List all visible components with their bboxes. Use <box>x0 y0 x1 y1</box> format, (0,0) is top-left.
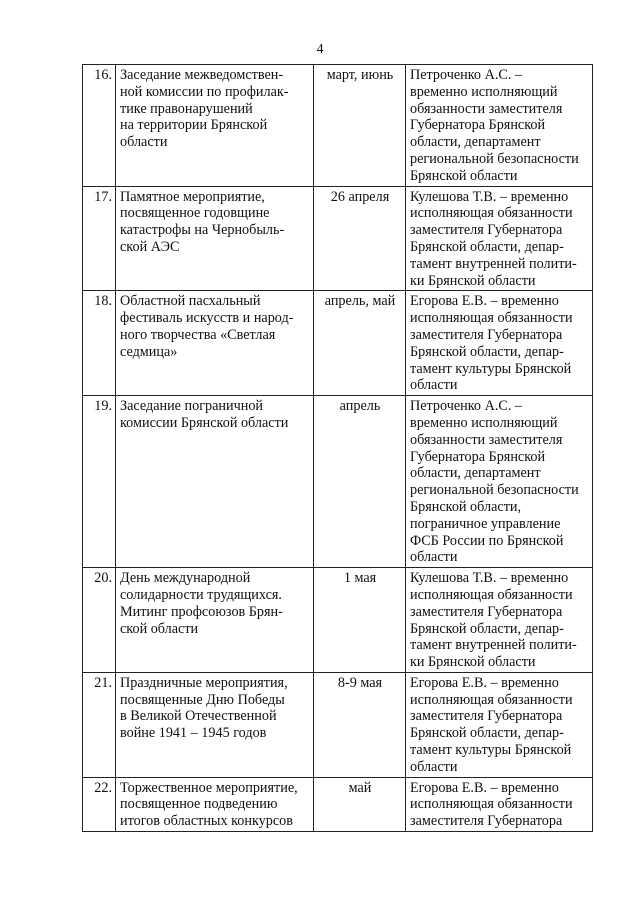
event-cell: Областной пасхальный фестиваль искусств и народ- ного творчества «Светлая седмица» <box>116 291 314 396</box>
event-cell: Торжественное мероприятие, посвященное подведению итогов областных конкурсов <box>116 777 314 831</box>
date-cell: март, июнь <box>314 65 406 187</box>
responsible-cell: Кулешова Т.В. – временно исполняющая обязанности заместителя Губернатора Брянской области, депар- тамент внутренней полити- ки Брянской области <box>406 568 593 673</box>
row-number: 17. <box>83 186 116 291</box>
table-row <box>83 777 593 831</box>
date-cell: май <box>314 777 406 831</box>
event-cell: Праздничные мероприятия, посвященные Дню Победы в Великой Отечественной войне 1941 – 1945 годов <box>116 672 314 777</box>
responsible-cell: Кулешова Т.В. – временно исполняющая обязанности заместителя Губернатора Брянской области, депар- тамент внутренней полити- ки Брянской области <box>406 186 593 291</box>
event-cell: Заседание пограничной комиссии Брянской области <box>116 396 314 568</box>
table-row <box>83 291 593 396</box>
responsible-cell: Петроченко А.С. – временно исполняющий обязанности заместителя Губернатора Брянской области, департамент региональной безопасности Брянской области, пограничное управление ФСБ России по Брянской области <box>406 396 593 568</box>
events-table <box>82 64 593 832</box>
responsible-cell: Петроченко А.С. – временно исполняющий обязанности заместителя Губернатора Брянской области, департамент региональной безопасности Брянской области <box>406 65 593 187</box>
date-cell: 26 апреля <box>314 186 406 291</box>
row-number: 18. <box>83 291 116 396</box>
row-number: 21. <box>83 672 116 777</box>
date-cell: апрель, май <box>314 291 406 396</box>
row-number: 20. <box>83 568 116 673</box>
table-row <box>83 65 593 187</box>
row-number: 19. <box>83 396 116 568</box>
table-row <box>83 672 593 777</box>
date-cell: апрель <box>314 396 406 568</box>
responsible-cell: Егорова Е.В. – временно исполняющая обязанности заместителя Губернатора Брянской области, депар- тамент культуры Брянской области <box>406 291 593 396</box>
responsible-cell: Егорова Е.В. – временно исполняющая обязанности заместителя Губернатора <box>406 777 593 831</box>
event-cell: День международной солидарности трудящихся. Митинг профсоюзов Брян- ской области <box>116 568 314 673</box>
event-cell: Памятное мероприятие, посвященное годовщине катастрофы на Чернобыль- ской АЭС <box>116 186 314 291</box>
page-number: 4 <box>316 42 324 57</box>
row-number: 22. <box>83 777 116 831</box>
table-row <box>83 186 593 291</box>
table-row <box>83 396 593 568</box>
date-cell: 1 мая <box>314 568 406 673</box>
responsible-cell: Егорова Е.В. – временно исполняющая обязанности заместителя Губернатора Брянской области, депар- тамент культуры Брянской области <box>406 672 593 777</box>
event-cell: Заседание межведомствен- ной комиссии по профилак- тике правонарушений на территории Брянской области <box>116 65 314 187</box>
row-number: 16. <box>83 65 116 187</box>
date-cell: 8-9 мая <box>314 672 406 777</box>
table-row <box>83 568 593 673</box>
